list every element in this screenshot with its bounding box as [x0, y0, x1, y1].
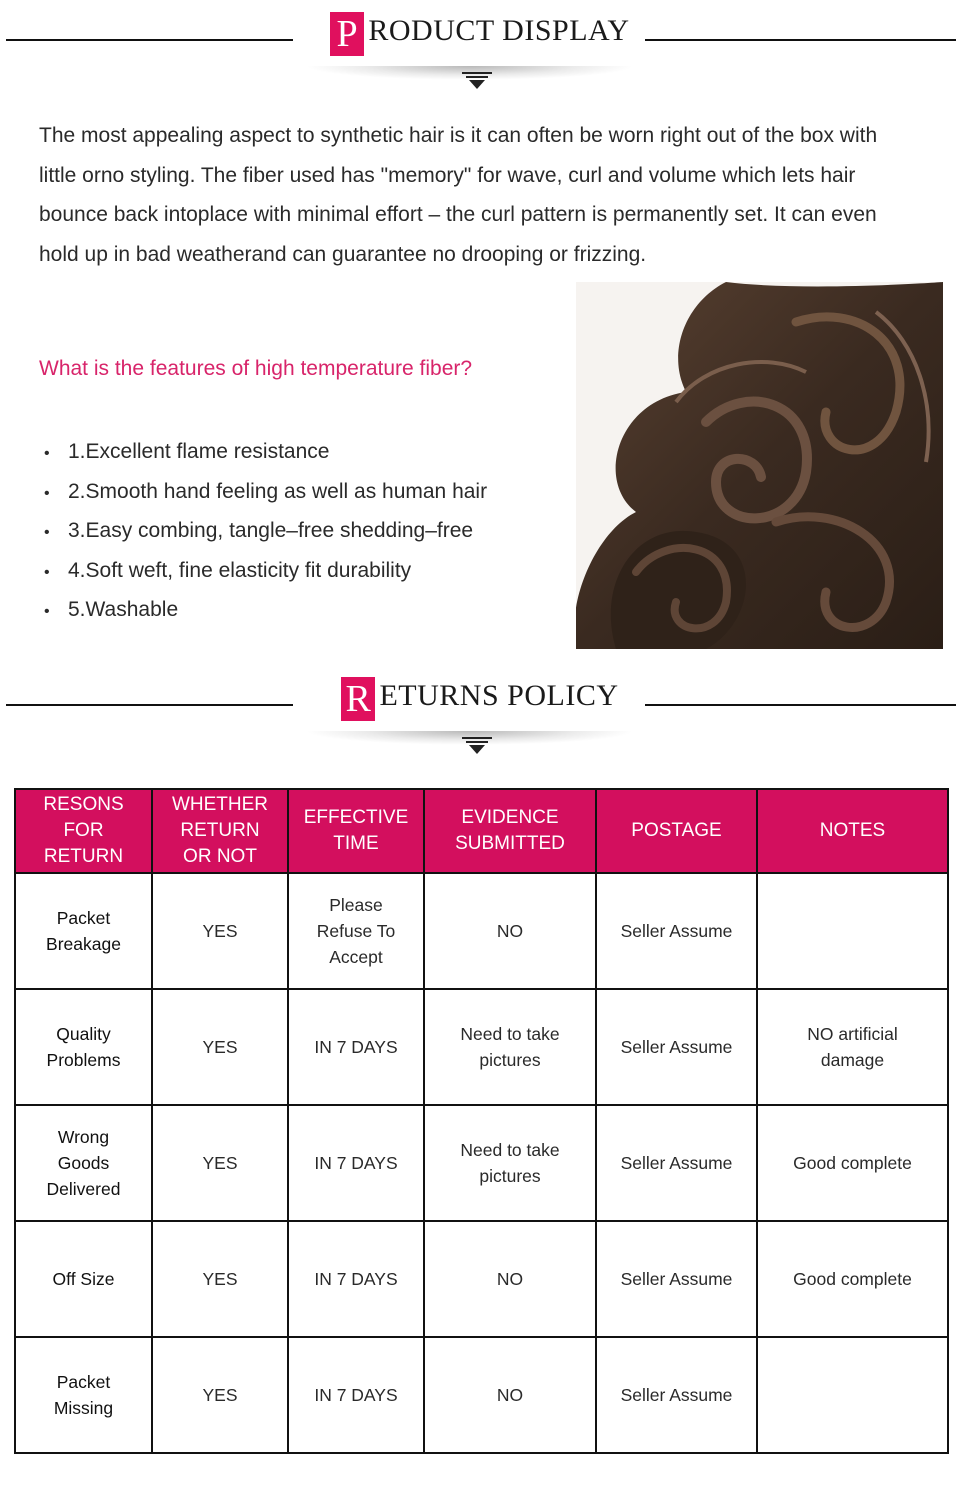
header-effective-time	[288, 789, 424, 873]
cell-line: Seller Assume	[620, 1037, 733, 1057]
table-row	[15, 989, 948, 1105]
cell-evidence	[424, 1337, 596, 1453]
cell-reason	[15, 989, 152, 1105]
cell-notes	[757, 989, 948, 1105]
cell-line: FOR	[63, 820, 104, 841]
header-evidence	[424, 789, 596, 873]
hair-curl-image	[576, 282, 943, 649]
cell-postage	[596, 989, 757, 1105]
header-postage	[596, 789, 757, 873]
table-row	[15, 1221, 948, 1337]
bullet-icon: •	[44, 445, 50, 462]
features-list	[44, 432, 487, 630]
cell-line: Seller Assume	[620, 1385, 733, 1405]
cell-whether-return	[152, 873, 288, 989]
list-item: • 4.Soft weft, fine elasticity fit durability	[44, 551, 487, 591]
product-display-header	[0, 0, 960, 100]
features-question: What is the features of high temperature fiber?	[39, 357, 473, 380]
cell-line: RETURN	[180, 820, 260, 841]
cell-postage	[596, 1337, 757, 1453]
bullet-icon: •	[44, 484, 50, 502]
cell-effective-time	[288, 1337, 424, 1453]
cell-line: RESONS	[43, 794, 124, 815]
header-reason	[15, 789, 152, 873]
cell-line: NO artificial	[807, 1024, 898, 1044]
cell-line: Problems	[46, 1050, 121, 1070]
returns-policy-header	[0, 665, 960, 765]
cell-line: Missing	[53, 1398, 114, 1418]
cell-line: IN 7 DAYS	[314, 1037, 398, 1057]
cell-evidence	[424, 1221, 596, 1337]
header-rule-right	[645, 39, 956, 41]
cell-line: Packet	[56, 908, 111, 928]
table-body	[15, 873, 948, 1453]
cell-whether-return	[152, 1221, 288, 1337]
bullet-icon: •	[44, 524, 50, 541]
title-text: ETURNS POLICY	[379, 679, 619, 712]
cell-whether-return	[152, 989, 288, 1105]
cell-reason	[15, 1337, 152, 1453]
title-badge-letter: P	[330, 12, 364, 56]
returns-table	[14, 788, 949, 1454]
cell-line: YES	[202, 1385, 238, 1405]
cell-line: Goods	[57, 1153, 110, 1173]
cell-line: YES	[202, 1037, 238, 1057]
section-title	[0, 677, 960, 721]
table-row	[15, 1105, 948, 1221]
list-item: • 3.Easy combing, tangle–free shedding–free	[44, 511, 487, 551]
cell-line: NO	[496, 921, 524, 941]
down-arrow-icon	[462, 72, 492, 89]
cell-line: IN 7 DAYS	[314, 1269, 398, 1289]
cell-reason	[15, 1221, 152, 1337]
header-rule-right	[645, 704, 956, 706]
title-text: RODUCT DISPLAY	[368, 14, 630, 47]
list-item: • 1.Excellent flame resistance	[44, 432, 487, 472]
cell-line: Packet	[56, 1372, 111, 1392]
cell-line: Quality	[56, 1024, 111, 1044]
title-badge-letter: R	[341, 677, 375, 721]
cell-effective-time	[288, 1105, 424, 1221]
cell-line: POSTAGE	[631, 820, 722, 841]
cell-whether-return	[152, 1337, 288, 1453]
cell-line: NO	[496, 1385, 524, 1405]
cell-line: Please	[329, 895, 383, 915]
cell-line: Good complete	[793, 1153, 912, 1173]
cell-postage	[596, 873, 757, 989]
cell-line: WHETHER	[171, 794, 269, 815]
table-row	[15, 873, 948, 989]
section-title	[0, 12, 960, 56]
cell-notes	[757, 1337, 948, 1453]
table-header-row	[15, 789, 948, 873]
cell-line: EFFECTIVE	[303, 807, 409, 828]
cell-line: Refuse To	[316, 921, 396, 941]
cell-evidence	[424, 989, 596, 1105]
cell-line: NOTES	[819, 820, 886, 841]
cell-evidence	[424, 873, 596, 989]
cell-notes	[757, 1221, 948, 1337]
header-notes	[757, 789, 948, 873]
cell-notes	[757, 1105, 948, 1221]
cell-line: TIME	[333, 833, 379, 854]
header-whether-return	[152, 789, 288, 873]
cell-line: Need to take	[460, 1024, 560, 1044]
cell-line: IN 7 DAYS	[314, 1153, 398, 1173]
cell-line: Good complete	[793, 1269, 912, 1289]
cell-line: YES	[202, 1153, 238, 1173]
cell-notes	[757, 873, 948, 989]
cell-line: Accept	[329, 947, 383, 967]
cell-effective-time	[288, 989, 424, 1105]
cell-effective-time	[288, 1221, 424, 1337]
cell-line: pictures	[479, 1050, 541, 1070]
intro-paragraph: The most appealing aspect to synthetic hair is it can often be worn right out of the box with little orno styling. The fiber used has "memory" for wave, curl and volume which lets hair bounce back intoplace with minimal effort – the curl pattern is permanently set. It can even hold up in bad weatherand can guarantee no drooping or frizzing.	[39, 124, 878, 266]
cell-effective-time	[288, 873, 424, 989]
cell-line: YES	[202, 1269, 238, 1289]
bullet-icon: •	[44, 563, 50, 581]
cell-line: Seller Assume	[620, 1153, 733, 1173]
list-item: • 5.Washable	[44, 590, 487, 630]
cell-reason	[15, 1105, 152, 1221]
cell-line: Need to take	[460, 1140, 560, 1160]
cell-postage	[596, 1105, 757, 1221]
cell-line: Breakage	[46, 934, 121, 954]
cell-line: YES	[202, 921, 238, 941]
cell-line: Seller Assume	[620, 1269, 733, 1289]
cell-whether-return	[152, 1105, 288, 1221]
cell-line: RETURN	[43, 846, 124, 867]
cell-line: Delivered	[46, 1179, 121, 1199]
down-arrow-icon	[462, 737, 492, 754]
cell-line: pictures	[479, 1166, 541, 1186]
cell-line: IN 7 DAYS	[314, 1385, 398, 1405]
cell-evidence	[424, 1105, 596, 1221]
cell-line: SUBMITTED	[455, 833, 565, 854]
cell-postage	[596, 1221, 757, 1337]
cell-line: NO	[496, 1269, 524, 1289]
cell-line: EVIDENCE	[461, 807, 559, 828]
cell-line: damage	[820, 1050, 885, 1070]
cell-reason	[15, 873, 152, 989]
table-row	[15, 1337, 948, 1453]
cell-line: Seller Assume	[620, 921, 733, 941]
cell-line: Wrong	[57, 1127, 110, 1147]
cell-line: OR NOT	[183, 846, 257, 867]
list-item: • 2.Smooth hand feeling as well as human hair	[44, 472, 487, 512]
bullet-icon: •	[44, 603, 50, 620]
cell-line: Off Size	[52, 1269, 115, 1289]
